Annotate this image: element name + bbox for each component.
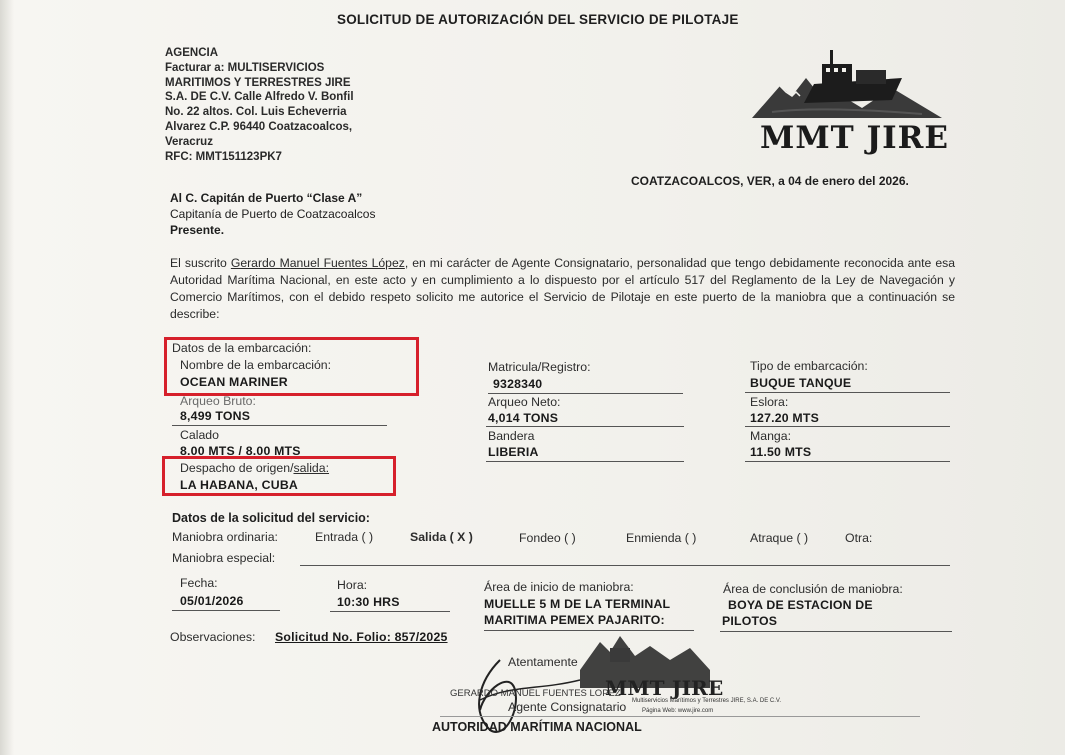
option-atraque: Atraque ( ) (750, 531, 809, 545)
arqueo-bruto-value: 8,499 TONS (180, 409, 251, 423)
addressee-block (170, 190, 375, 238)
maniobra-ordinaria-label: Maniobra ordinaria: (172, 530, 278, 544)
ship-mountain-logo-icon (752, 48, 942, 128)
vessel-name-value: OCEAN MARINER (180, 375, 288, 389)
eslora-label: Eslora: (750, 395, 789, 409)
calado-label: Calado (180, 428, 219, 442)
tipo-value: BUQUE TANQUE (750, 376, 852, 390)
hora-label: Hora: (337, 578, 368, 592)
conclusion-value-2: PILOTOS (722, 614, 778, 628)
bandera-value: LIBERIA (488, 445, 539, 459)
stamp-small-text: Multiservicios Marítimos y Terrestres JIRE, S.A. DE C.V. (632, 698, 782, 704)
agency-line: AGENCIA (165, 47, 219, 59)
rule (172, 610, 280, 611)
agency-line: RFC: MMT151123PK7 (165, 150, 282, 163)
para-rest: , en mi carácter de Agente Consignatario, personalidad que tengo debidamente reconocida ante esa Autoridad Marítima Nacional, en este acto y en cumplimiento a lo dispuesto por el artículo 517 del Reglamento de la Ley de Navegación y Comercio Marítimos, con el debido respeto solicito me autorice el Servicio de Pilotaje en este puerto de la maniobra que a continuación se describe: (170, 256, 955, 321)
rule (486, 426, 684, 427)
inicio-label: Área de inicio de maniobra: (484, 580, 634, 594)
rule (440, 716, 920, 717)
logo-text: MMT JIRE (760, 120, 950, 156)
arqueo-bruto-label: Arqueo Bruto: (180, 394, 256, 408)
rule (330, 611, 450, 612)
agency-line: S.A. DE C.V. Calle Alfredo V. Bonfil (165, 91, 354, 104)
stamp-web-text: Página Web: www.jire.com (642, 708, 714, 714)
option-enmienda: Enmienda ( ) (626, 531, 697, 545)
rule (488, 393, 683, 394)
agency-line: Alvarez C.P. 96440 Coatzacoalcos, (165, 120, 353, 133)
arqueo-neto-value: 4,014 TONS (488, 411, 559, 425)
despacho-label-a: Despacho de origen/ (180, 461, 294, 475)
arqueo-neto-label: Arqueo Neto: (488, 395, 561, 409)
signer-role: Agente Consignatario (508, 700, 627, 714)
matricula-label: Matricula/Registro: (488, 360, 591, 374)
calado-value: 8.00 MTS / 8.00 MTS (180, 444, 301, 458)
maniobra-especial-label: Maniobra especial: (172, 551, 276, 565)
hora-value: 10:30 HRS (337, 595, 400, 609)
vessel-section-label: Datos de la embarcación: (172, 341, 312, 355)
observaciones-value: Solicitud No. Folio: 857/2025 (275, 630, 448, 644)
option-fondeo: Fondeo ( ) (519, 531, 576, 545)
stamp-text: MMT JIRE (605, 676, 724, 700)
option-salida: Salida ( X ) (410, 530, 473, 544)
option-entrada: Entrada ( ) (315, 530, 374, 544)
agency-line: No. 22 altos. Col. Luis Echeverria (165, 106, 347, 119)
atentamente-text: Atentamente (508, 655, 578, 669)
service-section-label: Datos de la solicitud del servicio: (172, 511, 370, 525)
request-paragraph (170, 255, 955, 323)
para-start: El suscrito (170, 256, 231, 270)
agency-line: Facturar a: MULTISERVICIOS (165, 61, 325, 74)
inicio-value-1: MUELLE 5 M DE LA TERMINAL (484, 597, 671, 611)
agent-name: Gerardo Manuel Fuentes López (230, 256, 405, 270)
agency-line: MARITIMOS Y TERRESTRES JIRE (165, 76, 351, 89)
bandera-label: Bandera (488, 429, 535, 443)
conclusion-value-1: BOYA DE ESTACION DE (728, 598, 873, 612)
vessel-name-label: Nombre de la embarcación: (180, 358, 332, 372)
despacho-label-b: salida: (293, 461, 330, 475)
manga-value: 11.50 MTS (750, 445, 812, 459)
despacho-value: LA HABANA, CUBA (180, 478, 298, 492)
fecha-value: 05/01/2026 (180, 594, 244, 608)
addressee-line-1: Al C. Capitán de Puerto “Clase A” (170, 191, 363, 205)
highlight-box-origin (162, 456, 396, 496)
tipo-label: Tipo de embarcación: (750, 359, 868, 373)
company-logo (752, 48, 950, 160)
rule (745, 392, 950, 393)
conclusion-label: Área de conclusión de maniobra: (723, 582, 903, 596)
fecha-label: Fecha: (180, 576, 218, 590)
manga-label: Manga: (750, 429, 792, 443)
document-title: SOLICITUD DE AUTORIZACIÓN DEL SERVICIO DE PILOTAJE (337, 12, 739, 27)
scan-shadow (0, 0, 14, 755)
agency-line: Veracruz (165, 135, 213, 148)
rule (300, 565, 950, 566)
eslora-value: 127.20 MTS (750, 411, 819, 425)
rule (745, 461, 950, 462)
rule (486, 461, 684, 462)
signer-name: GERARDO MANUEL FUENTES LOPEZ (450, 688, 621, 699)
footer-authority: AUTORIDAD MARÍTIMA NACIONAL (432, 720, 642, 734)
inicio-value-2: MARITIMA PEMEX PAJARITO: (484, 613, 665, 627)
city-date: COATZACOALCOS, VER, a 04 de enero del 2026. (631, 174, 909, 188)
rule (745, 426, 950, 427)
option-otra: Otra: (845, 531, 873, 545)
addressee-line-2: Capitanía de Puerto de Coatzacoalcos (170, 207, 376, 221)
matricula-value: 9328340 (493, 377, 543, 391)
highlight-box-vessel-name (164, 337, 419, 396)
observaciones-label: Observaciones: (170, 630, 256, 644)
agency-block (165, 46, 354, 164)
addressee-line-3: Presente. (170, 223, 225, 237)
rule (172, 425, 387, 426)
